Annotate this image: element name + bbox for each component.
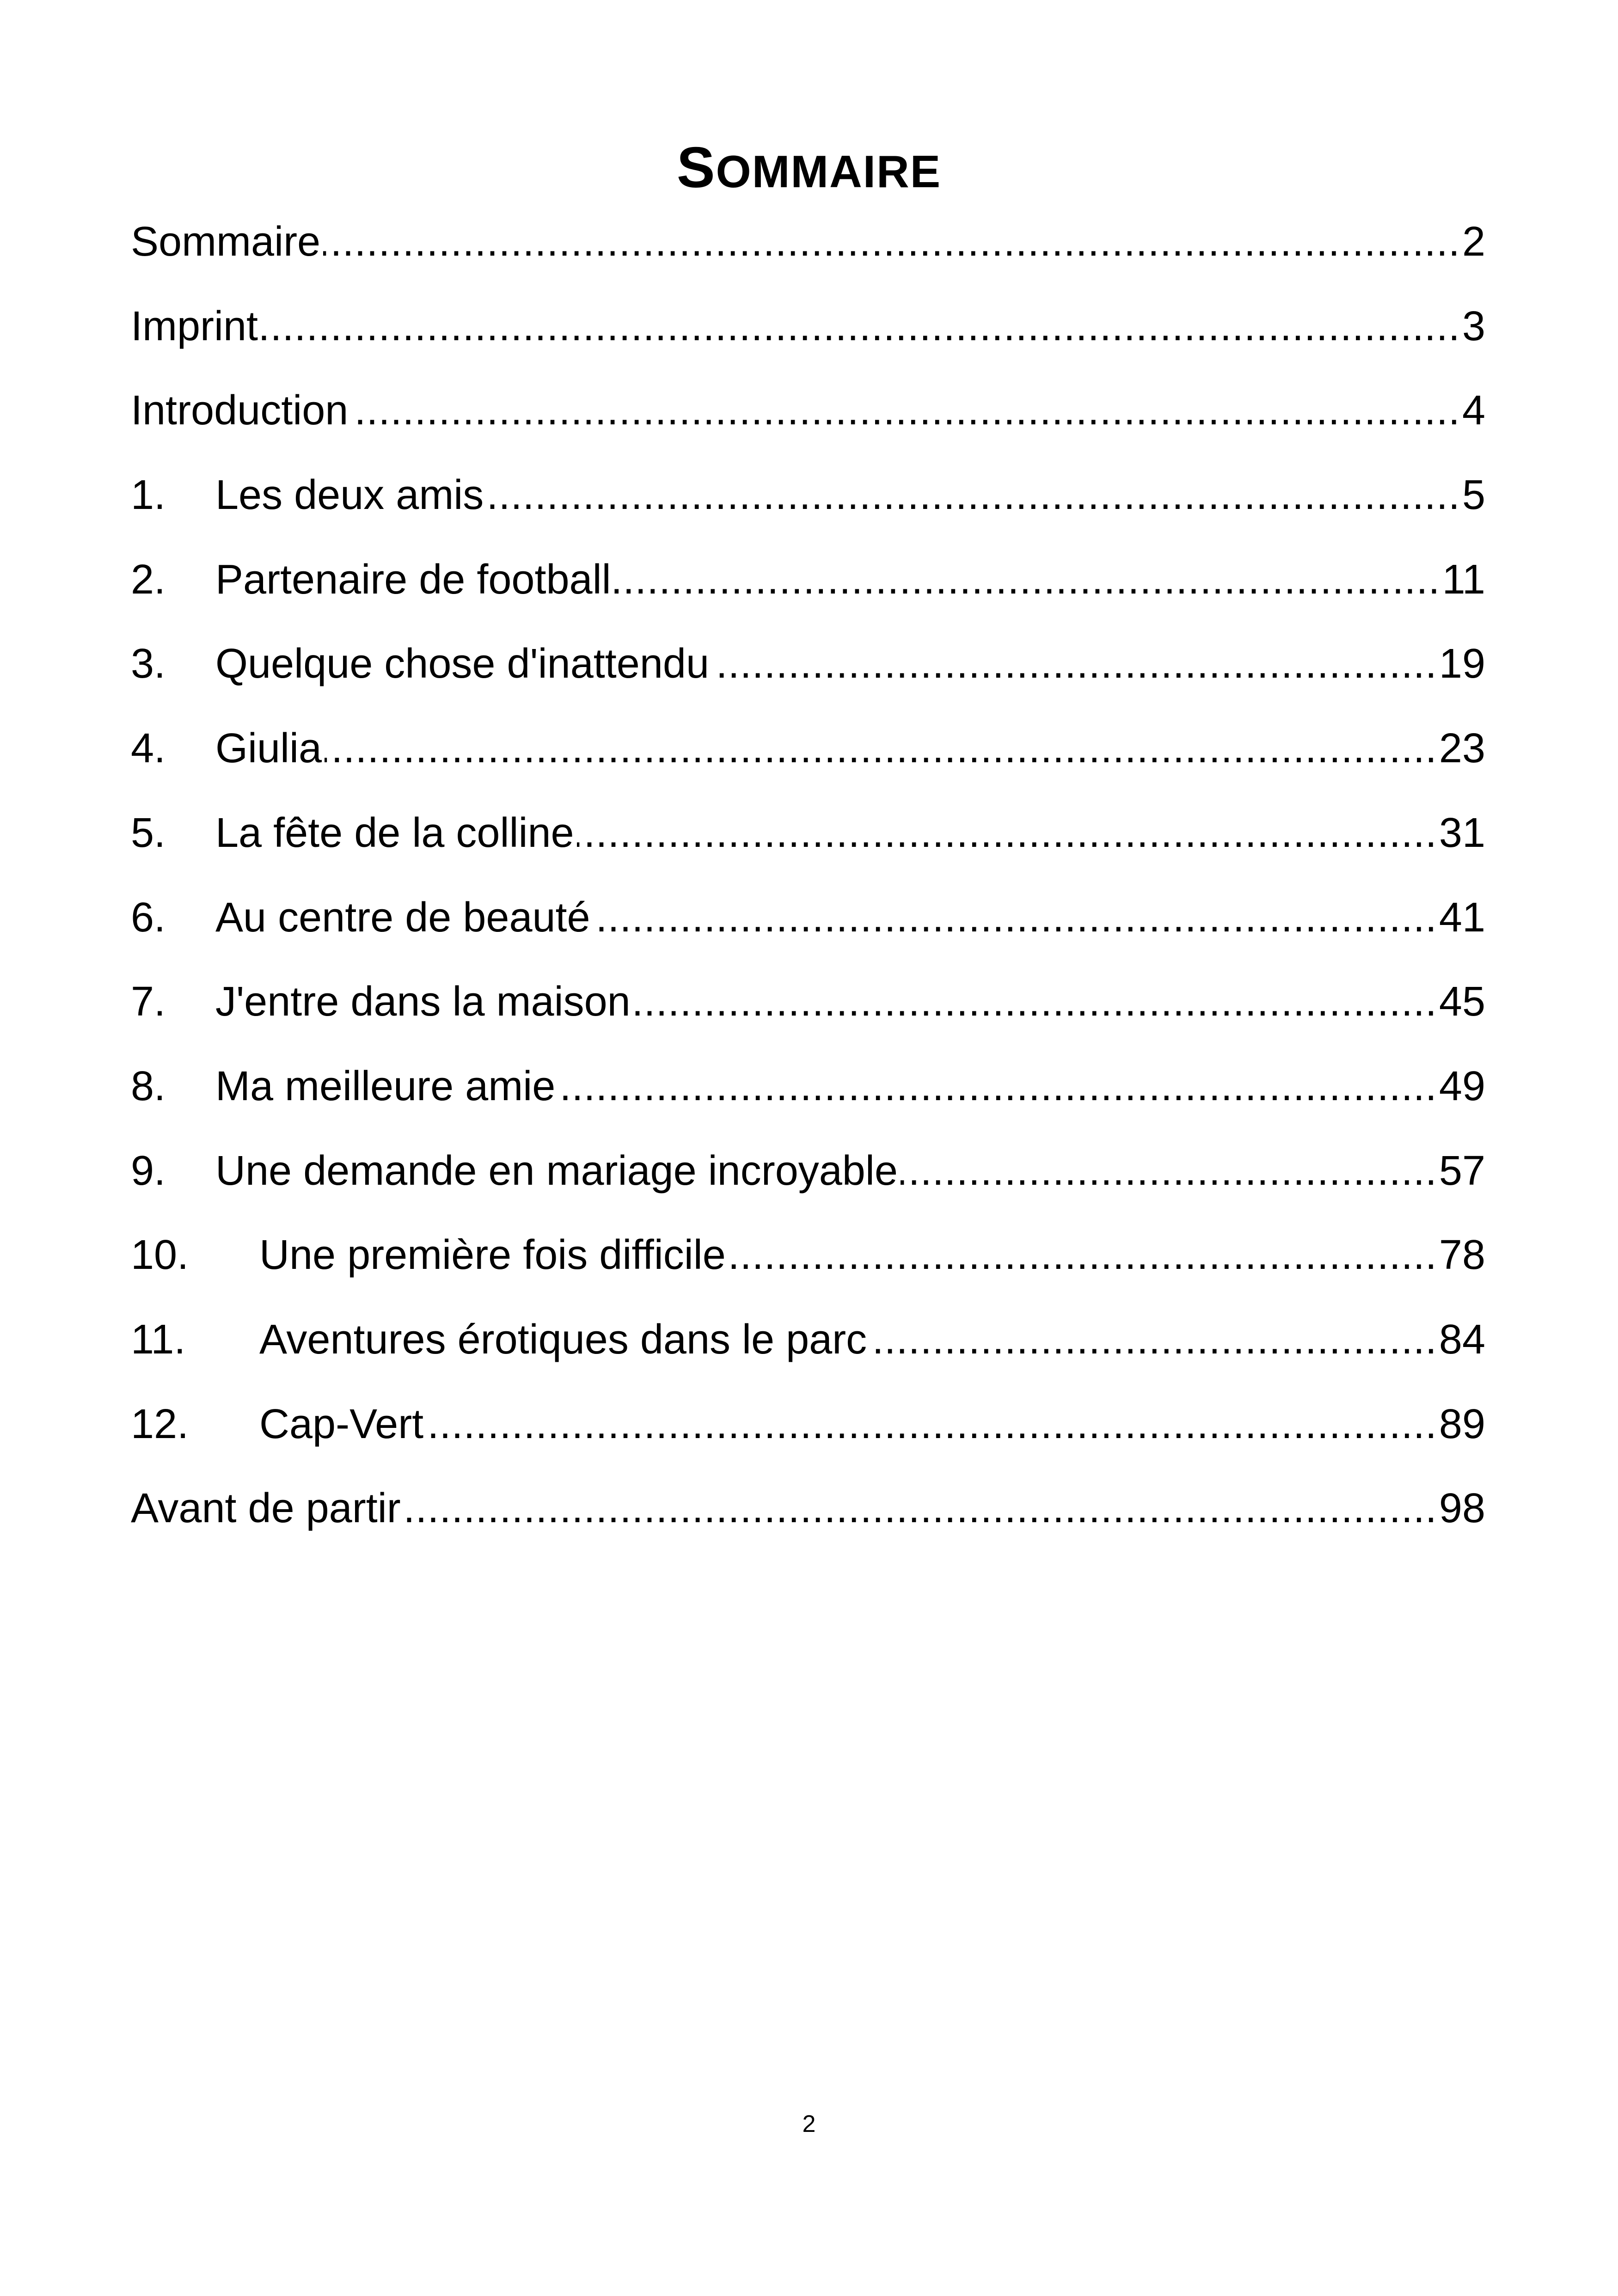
toc-entry[interactable] — [131, 622, 1485, 706]
toc-dot-leader — [614, 538, 1440, 622]
toc-entry-label: Aventures érotiques dans le parc — [259, 1316, 867, 1363]
title-rest: OMMAIRE — [716, 146, 942, 197]
toc-entry[interactable] — [131, 1213, 1485, 1298]
toc-entry-label: Une demande en mariage incroyable — [215, 1147, 898, 1194]
toc-entry-page: 19 — [1439, 641, 1485, 687]
toc-entry-label: Partenaire de football — [215, 556, 611, 603]
toc-dot-leader — [558, 1044, 1437, 1129]
toc-entry-page: 49 — [1439, 1063, 1485, 1109]
toc-entry[interactable] — [131, 1466, 1485, 1551]
toc-dot-leader — [729, 1213, 1437, 1298]
toc-entry-page: 2 — [1462, 219, 1485, 265]
toc-entry-label: Quelque chose d'inattendu — [215, 641, 710, 687]
toc-dot-leader — [577, 791, 1437, 876]
toc-entry-number: 7. — [131, 979, 166, 1025]
toc-entry-page: 31 — [1439, 809, 1485, 856]
toc-entry-label: Sommaire — [131, 219, 321, 265]
toc-entry-page: 41 — [1439, 894, 1485, 941]
toc-entry[interactable] — [131, 1129, 1485, 1213]
toc-entry-label: Cap-Vert — [259, 1401, 424, 1447]
toc-entry[interactable] — [131, 1044, 1485, 1129]
toc-entry[interactable] — [131, 960, 1485, 1044]
toc-entry-number: 8. — [131, 1063, 166, 1109]
toc-entry[interactable] — [131, 368, 1485, 453]
toc-dot-leader — [426, 1382, 1437, 1467]
toc-entry-number: 9. — [131, 1147, 166, 1194]
toc-dot-leader — [901, 1129, 1437, 1213]
toc-entry-number: 5. — [131, 809, 166, 856]
toc-entry-label: Au centre de beauté — [215, 894, 590, 941]
toc-dot-leader — [870, 1298, 1437, 1382]
toc-entry-page: 57 — [1439, 1147, 1485, 1194]
page-number: 2 — [802, 2111, 816, 2137]
toc-entry-page: 23 — [1439, 725, 1485, 772]
toc-entry-number: 11. — [131, 1316, 186, 1363]
table-of-contents — [131, 200, 1485, 1551]
toc-entry-number: 10. — [131, 1232, 189, 1279]
toc-entry-page: 84 — [1439, 1316, 1485, 1363]
toc-entry-number: 1. — [131, 472, 166, 519]
toc-entry-label: Giulia — [215, 725, 322, 772]
toc-entry-page: 4 — [1462, 387, 1485, 434]
toc-dot-leader — [712, 622, 1437, 706]
toc-entry[interactable] — [131, 791, 1485, 876]
toc-entry-page: 45 — [1439, 979, 1485, 1025]
title-initial: S — [676, 136, 716, 200]
toc-dot-leader — [404, 1466, 1437, 1551]
toc-entry[interactable] — [131, 284, 1485, 369]
toc-entry-label: Une première fois difficile — [259, 1232, 726, 1279]
toc-dot-leader — [486, 453, 1460, 538]
toc-entry[interactable] — [131, 1298, 1485, 1382]
toc-entry-label: Avant de partir — [131, 1485, 401, 1532]
toc-entry-label: Ma meilleure amie — [215, 1063, 556, 1109]
toc-entry[interactable] — [131, 538, 1485, 622]
toc-entry[interactable] — [131, 200, 1485, 284]
toc-entry-label: J'entre dans la maison — [215, 979, 631, 1025]
toc-entry[interactable] — [131, 706, 1485, 791]
toc-dot-leader — [633, 960, 1437, 1044]
toc-entry-page: 11 — [1442, 556, 1485, 603]
toc-entry-number: 12. — [131, 1401, 189, 1447]
page-title — [0, 131, 1618, 208]
toc-entry-page: 5 — [1462, 472, 1485, 519]
toc-entry-label: Les deux amis — [215, 472, 484, 519]
toc-entry-label: La fête de la colline — [215, 809, 574, 856]
toc-entry[interactable] — [131, 1382, 1485, 1467]
toc-entry-label: Introduction — [131, 387, 349, 434]
toc-dot-leader — [325, 706, 1437, 791]
toc-entry-number: 4. — [131, 725, 166, 772]
toc-entry-number: 3. — [131, 641, 166, 687]
toc-entry-number: 2. — [131, 556, 166, 603]
toc-entry[interactable] — [131, 876, 1485, 960]
toc-dot-leader — [261, 284, 1460, 369]
toc-entry-label: Imprint — [131, 303, 258, 349]
toc-dot-leader — [323, 200, 1460, 284]
toc-entry-page: 98 — [1439, 1485, 1485, 1532]
toc-dot-leader — [593, 876, 1437, 960]
toc-entry[interactable] — [131, 453, 1485, 538]
toc-dot-leader — [351, 368, 1460, 453]
toc-entry-number: 6. — [131, 894, 166, 941]
toc-entry-page: 78 — [1439, 1232, 1485, 1279]
toc-entry-page: 89 — [1439, 1401, 1485, 1447]
toc-entry-page: 3 — [1462, 303, 1485, 349]
